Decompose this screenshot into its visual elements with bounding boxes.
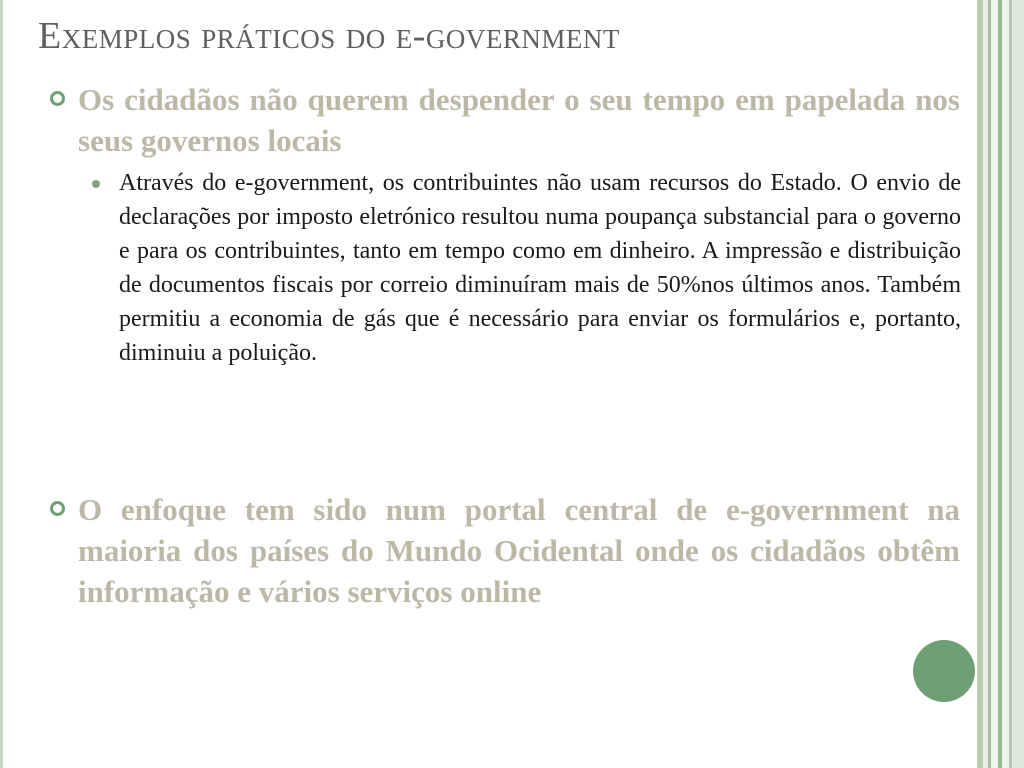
ring-bullet-icon [50, 91, 65, 106]
bullet-2-text: O enfoque tem sido num portal central de e-government na maioria dos países do Mundo Ocidental onde os cidadãos obtêm informação e vários serviços online [78, 492, 960, 609]
ring-bullet-icon [50, 501, 65, 516]
sub-bullet-1-text: Através do e-government, os contribuintes não usam recursos do Estado. O envio de declarações por imposto eletrónico resultou numa poupança substancial para o governo e para os contribuintes, tanto em tempo como em dinheiro. A impressão e distribuição de documentos fiscais por correio diminuíram mais de 50%nos últimos anos. Também permitiu a economia de gás que é necessário para enviar os formulários e, portanto, diminuiu a poluição. [119, 170, 961, 366]
bullet-1-text: Os cidadãos não querem despender o seu tempo em papelada nos seus governos locais [78, 82, 960, 158]
right-stripe [991, 0, 998, 768]
slide-title: Exemplos práticos do e-government [38, 15, 620, 57]
right-stripe [1002, 0, 1009, 768]
left-border [0, 0, 3, 768]
right-stripe [1012, 0, 1024, 768]
dot-bullet-icon [92, 180, 100, 188]
green-circle-icon [913, 640, 975, 702]
